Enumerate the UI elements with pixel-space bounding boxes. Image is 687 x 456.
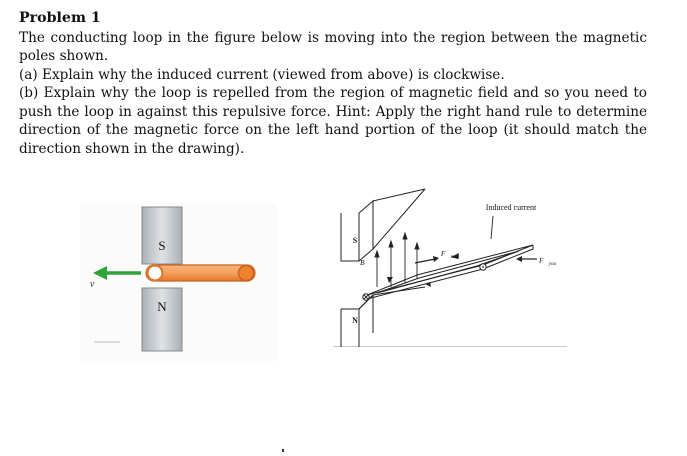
- right-north-label: N: [352, 316, 358, 325]
- induced-current-label: Induced current: [485, 203, 537, 212]
- problem-statement: [19, 9, 647, 158]
- loop-left-end: [148, 266, 163, 281]
- problem-title: Problem 1: [19, 10, 101, 26]
- dot-mark: [482, 266, 484, 268]
- right-south-label: S: [352, 236, 358, 245]
- problem-part-b: (b) Explain why the loop is repelled from the region of magnetic field and so you need to push the loop in against this repulsive force. Hint: Apply the right hand rule to determine direction of the magnetic force on the left hand portion of the loop (it should match the direction shown in the drawing).: [19, 85, 647, 157]
- force-mag-label: $F⃗_{mag}$: [441, 250, 460, 260]
- right-figure: [333, 183, 567, 347]
- magnet-north: [142, 288, 182, 351]
- magnet-south: [142, 207, 182, 264]
- stray-mark: [282, 449, 284, 452]
- north-pole-label: N: [157, 299, 167, 314]
- south-pole-label: S: [158, 238, 166, 253]
- velocity-label: v⃗: [89, 279, 103, 290]
- loop-right-end: [239, 266, 254, 281]
- problem-part-a: (a) Explain why the induced current (viewed from above) is clockwise.: [19, 66, 505, 83]
- left-figure: [80, 203, 277, 361]
- problem-intro: The conducting loop in the figure below is moving into the region between the magnetic poles shown.: [19, 29, 647, 64]
- field-label: B⃗: [360, 258, 371, 267]
- force-you-label: $F⃗_{you}$: [539, 257, 556, 267]
